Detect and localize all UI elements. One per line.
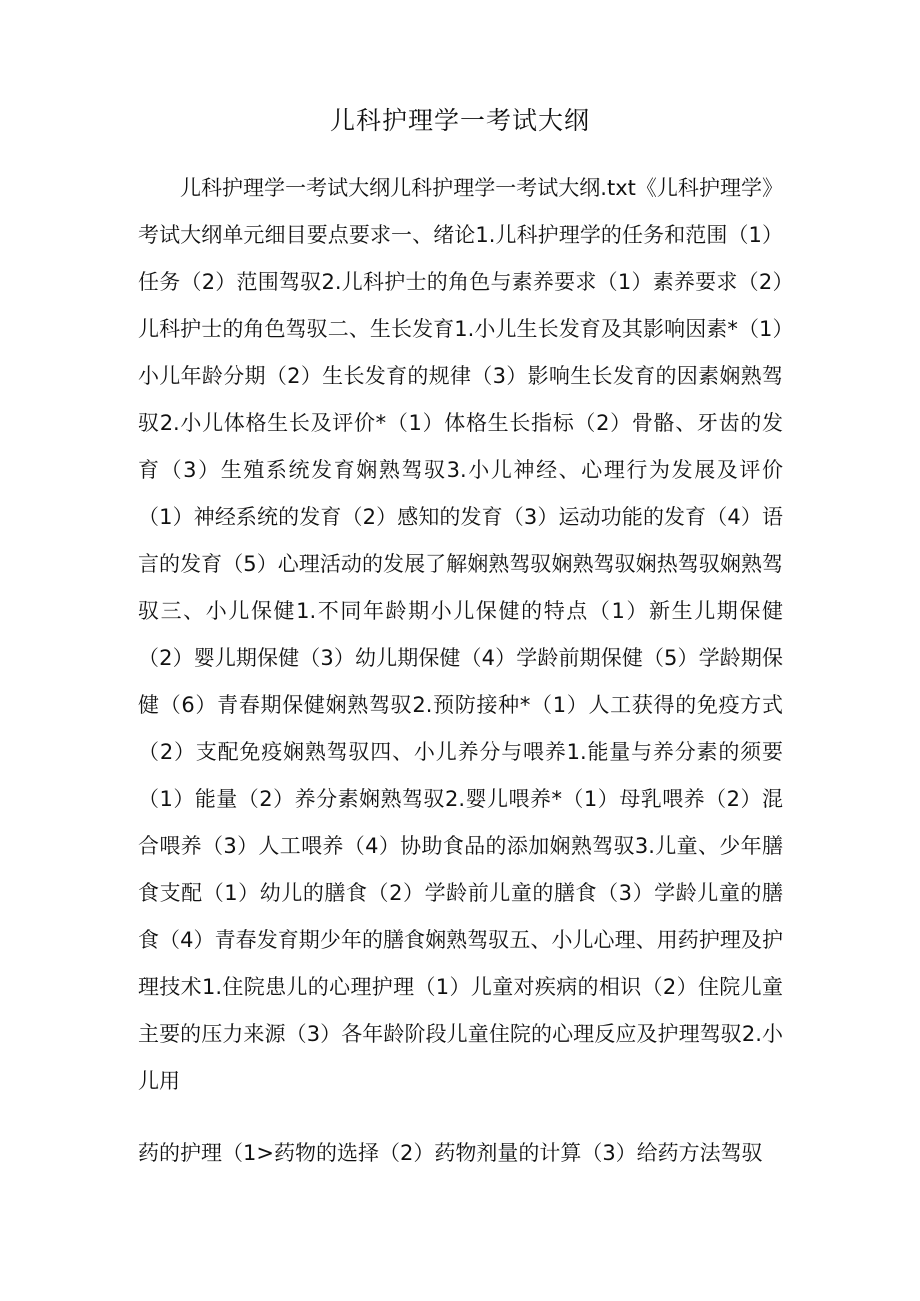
body-paragraph-1: 儿科护理学一考试大纲儿科护理学一考试大纲.txt《儿科护理学》考试大纲单元细目要点要求一、绪论1.儿科护理学的任务和范围（1）任务（2）范围驾驭2.儿科护士的角色与素养要求（1）素养要求（2）儿科护士的角色驾驭二、生长发育1.小儿生长发育及其影响因素*（1）小儿年龄分期（2）生长发育的规律（3）影响生长发育的因素娴熟驾驭2.小儿体格生长及评价*（1）体格生长指标（2）骨骼、牙齿的发育（3）生殖系统发育娴熟驾驭3.小儿神经、心理行为发展及评价（1）神经系统的发育（2）感知的发育（3）运动功能的发育（4）语言的发育（5）心理活动的发展了解娴熟驾驭娴熟驾驭娴热驾驭娴熟驾驭三、小儿保健1.不同年龄期小儿保健的特点（1）新生儿期保健（2）婴儿期保健（3）幼儿期保健（4）学龄前期保健（5）学龄期保健（6）青春期保健娴熟驾驭2.预防接种*（1）人工获得的免疫方式（2）支配免疫娴熟驾驭四、小儿养分与喂养1.能量与养分素的须要（1）能量（2）养分素娴熟驾驭2.婴儿喂养*（1）母乳喂养（2）混合喂养（3）人工喂养（4）协助食品的添加娴熟驾驭3.儿童、少年膳食支配（1）幼儿的膳食（2）学龄前儿童的膳食（3）学龄儿童的膳食（4）青春发育期少年的膳食娴熟驾驭五、小儿心理、用药护理及护理技术1.住院患儿的心理护理（1）儿童对疾病的相识（2）住院儿童主要的压力来源（3）各年龄阶段儿童住院的心理反应及护理驾驭2.小儿用 — [138, 176, 783, 1093]
document-title: 儿科护理学一考试大纲 — [329, 106, 590, 135]
body-paragraph-2: 药的护理（1>药物的选择（2）药物剂量的计算（3）给药方法驾驭 — [138, 1141, 763, 1165]
